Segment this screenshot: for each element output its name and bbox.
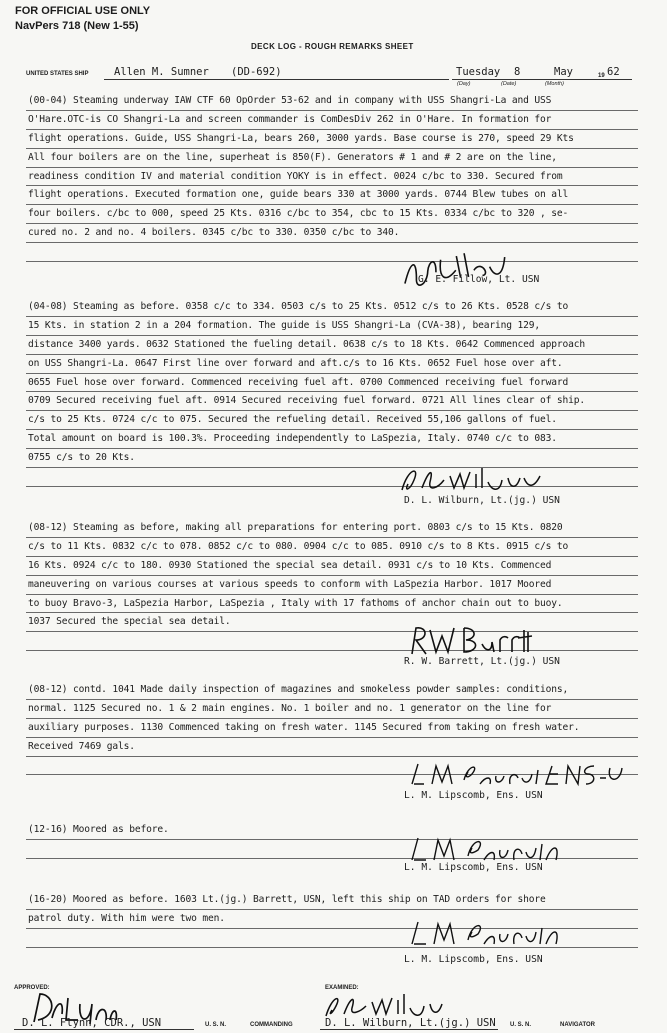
year: 62 bbox=[607, 66, 620, 78]
month-caption: (Month) bbox=[545, 81, 564, 87]
ship-name-underline bbox=[104, 79, 449, 80]
form-number: NavPers 718 (New 1-55) bbox=[15, 20, 139, 32]
examined-by: D. L. Wilburn, Lt.(jg.) USN bbox=[325, 1017, 496, 1029]
signature-lipscomb-1 bbox=[406, 760, 626, 792]
classification-label: FOR OFFICIAL USE ONLY bbox=[15, 5, 151, 17]
log-line: 0755 c/s to 20 Kts. bbox=[26, 449, 638, 468]
signer-name-12-16: L. M. Lipscomb, Ens. USN bbox=[404, 862, 543, 873]
year-prefix: 19 bbox=[598, 73, 605, 79]
date-underline bbox=[452, 79, 632, 80]
log-line: maneuvering on various courses at various speeds to conform with LaSpezia Harbor. 1017 Moored bbox=[26, 576, 638, 595]
watch-08-12-entry bbox=[26, 519, 638, 651]
log-line: flight operations. Guide, USS Shangri-La, bears 260, 3000 yards. Base course is 270, speed 29 Kts bbox=[26, 130, 638, 149]
log-line: to buoy Bravo-3, LaSpezia Harbor, LaSpezia , Italy with 17 fathoms of anchor chain out to buoy. bbox=[26, 595, 638, 614]
signer-name-08-12-contd: L. M. Lipscomb, Ens. USN bbox=[404, 790, 543, 801]
signer-name-04-08: D. L. Wilburn, Lt.(jg.) USN bbox=[404, 495, 560, 506]
signature-lipscomb-3 bbox=[406, 918, 566, 952]
log-line: four boilers. c/bc to 000, speed 25 Kts. 0316 c/bc to 354, cbc to 15 Kts. 0334 c/bc to 320 , se- bbox=[26, 205, 638, 224]
log-line: (04-08) Steaming as before. 0358 c/c to 334. 0503 c/s to 25 Kts. 0512 c/s to 26 Kts. 0528 c/s to bbox=[26, 298, 638, 317]
signer-name-16-20: L. M. Lipscomb, Ens. USN bbox=[404, 954, 543, 965]
log-line: (08-12) contd. 1041 Made daily inspection of magazines and smokeless powder samples: conditions, bbox=[26, 681, 638, 700]
examined-label: EXAMINED: bbox=[325, 985, 359, 991]
log-line bbox=[26, 243, 638, 262]
signature-lipscomb-3-scribble bbox=[406, 918, 566, 948]
log-line: 16 Kts. 0924 c/c to 180. 0930 Stationed the special sea detail. 0931 c/s to 10 Kts. Commenced bbox=[26, 557, 638, 576]
log-line: O'Hare.OTC-is CO Shangri-La and screen commander is ComDesDiv 262 in O'Hare. In formation for bbox=[26, 111, 638, 130]
approved-underline bbox=[14, 1029, 194, 1030]
log-line: 15 Kts. in station 2 in a 204 formation. The guide is USS Shangri-La (CVA-38), bearing 129, bbox=[26, 317, 638, 336]
log-line: (00-04) Steaming underway IAW CTF 60 OpOrder 53-62 and in company with USS Shangri-La and USS bbox=[26, 92, 638, 111]
log-line: 1037 Secured the special sea detail. bbox=[26, 613, 638, 632]
commanding-label: COMMANDING bbox=[250, 1022, 293, 1028]
usn-label-navigator: U. S. N. bbox=[510, 1022, 532, 1028]
signature-lipscomb-1-scribble bbox=[406, 760, 626, 788]
watch-04-08-entry bbox=[26, 298, 638, 487]
signature-wilburn-examined-scribble bbox=[322, 990, 452, 1020]
log-line: auxiliary purposes. 1130 Commenced taking on fresh water. 1145 Secured from taking on fresh water. bbox=[26, 719, 638, 738]
log-line: Received 7469 gals. bbox=[26, 738, 638, 757]
navigator-label: NAVIGATOR bbox=[560, 1022, 596, 1028]
day-caption: (Day) bbox=[457, 81, 471, 87]
month: May bbox=[554, 66, 573, 78]
log-line: 0709 Secured receiving fuel aft. 0914 Secured receiving fuel forward. 0721 All lines clear of ship. bbox=[26, 392, 638, 411]
log-line: c/s to 25 Kts. 0724 c/c to 075. Secured the refueling detail. Received 55,106 gallons of fuel. bbox=[26, 411, 638, 430]
examined-underline bbox=[320, 1029, 498, 1030]
day-number: 8 bbox=[514, 66, 521, 78]
log-line bbox=[26, 632, 638, 651]
usn-label-commanding: U. S. N. bbox=[205, 1022, 227, 1028]
log-line: on USS Shangri-La. 0647 First line over forward and aft.c/s to 16 Kts. 0652 Fuel hose over aft. bbox=[26, 355, 638, 374]
log-line: (08-12) Steaming as before, making all preparations for entering port. 0803 c/s to 15 Kts. 0820 bbox=[26, 519, 638, 538]
watch-00-04-entry bbox=[26, 92, 638, 262]
log-line: distance 3400 yards. 0632 Stationed the fueling detail. 0638 c/s to 18 Kts. 0642 Commenced approach bbox=[26, 336, 638, 355]
day-of-week: Tuesday bbox=[456, 66, 501, 78]
log-line: normal. 1125 Secured no. 1 & 2 main engines. No. 1 boiler and no. 1 generator on the line for bbox=[26, 700, 638, 719]
hull-number: (DD-692) bbox=[231, 66, 282, 78]
signer-name-00-04: G. E. Fillow, Lt. USN bbox=[418, 274, 540, 285]
signer-name-08-12: R. W. Barrett, Lt.(jg.) USN bbox=[404, 656, 560, 667]
signature-lipscomb-2-scribble bbox=[406, 834, 566, 864]
approved-label: APPROVED: bbox=[14, 985, 50, 991]
log-line: cured no. 2 and no. 4 boilers. 0345 c/bc to 330. 0350 c/bc to 340. bbox=[26, 224, 638, 243]
ship-label: UNITED STATES SHIP bbox=[26, 71, 89, 77]
log-line: (16-20) Moored as before. 1603 Lt.(jg.) Barrett, USN, left this ship on TAD orders for shore bbox=[26, 891, 638, 910]
log-line: readiness condition IV and material condition YOKY is in effect. 0024 c/bc to 330. Secured from bbox=[26, 168, 638, 187]
log-line: Total amount on board is 100.3%. Proceeding independently to LaSpezia, Italy. 0740 c/c to 083. bbox=[26, 430, 638, 449]
signature-barrett-scribble bbox=[408, 622, 538, 658]
sheet-title: DECK LOG - ROUGH REMARKS SHEET bbox=[251, 42, 414, 51]
log-line: 0655 Fuel hose over forward. Commenced receiving fuel aft. 0700 Commenced receiving fuel forward bbox=[26, 374, 638, 393]
approved-by: D. L. Flynn, CDR., USN bbox=[22, 1017, 162, 1029]
log-line: c/s to 11 Kts. 0832 c/c to 078. 0852 c/c to 080. 0904 c/c to 085. 0910 c/s to 8 Kts. 0915 c/s to bbox=[26, 538, 638, 557]
date-caption: (Date) bbox=[501, 81, 517, 87]
log-line: (12-16) Moored as before. bbox=[26, 821, 638, 840]
log-line: patrol duty. With him were two men. bbox=[26, 910, 638, 929]
ship-name: Allen M. Sumner bbox=[114, 66, 209, 78]
signature-wilburn-scribble bbox=[398, 462, 548, 496]
log-line: flight operations. Executed formation one, guide bears 330 at 3000 yards. 0744 Blew tubes on all bbox=[26, 186, 638, 205]
log-line: All four boilers are on the line, superheat is 850(F). Generators # 1 and # 2 are on the line, bbox=[26, 149, 638, 168]
